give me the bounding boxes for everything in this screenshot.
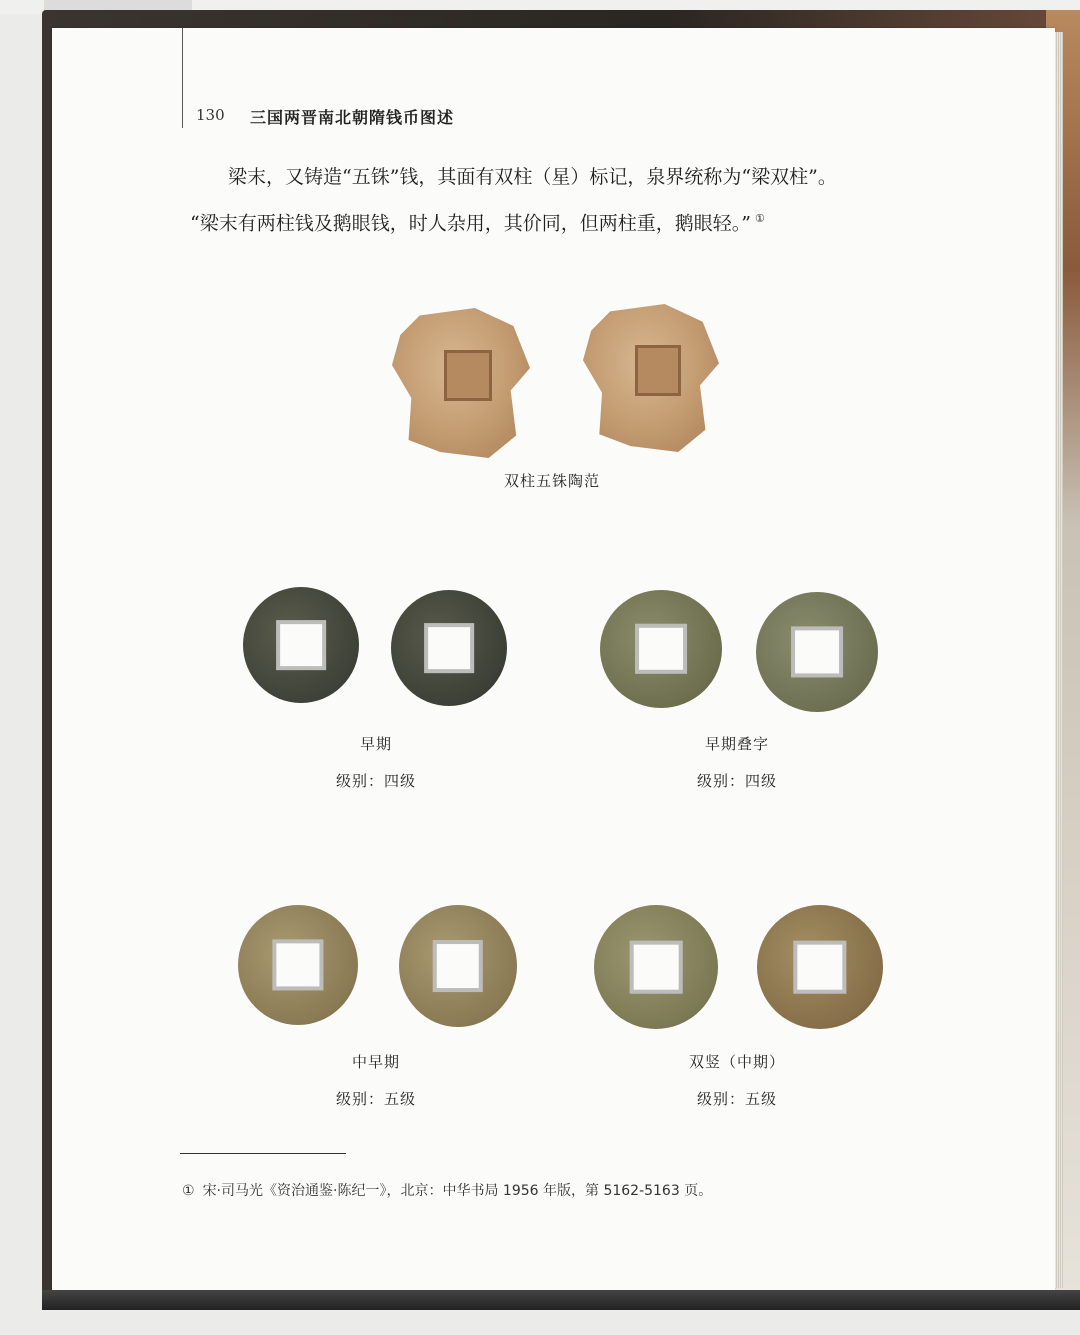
coin-image-early-overlap-obverse [600, 590, 722, 708]
coin-grade-mid-early: 级别：五级 [335, 1090, 416, 1108]
coin-image-mid-early-obverse [238, 905, 358, 1025]
page-stack-edge [1055, 32, 1063, 1288]
mold-caption: 双柱五铢陶范 [503, 472, 600, 490]
paragraph-2-text: “梁末有两柱钱及鹅眼钱，时人杂用，其价同，但两柱重，鹅眼轻。” [190, 212, 751, 235]
coin-image-early-reverse [391, 590, 507, 706]
footnote-reference: ① [754, 212, 765, 225]
coin-title-double-vertical: 双竖（中期） [688, 1053, 785, 1071]
margin-rule [182, 28, 183, 128]
footnote-text: 宋·司马光《资治通鉴·陈纪一》，北京：中华书局 1956 年版，第 5162-5163 页。 [202, 1183, 713, 1199]
clay-mold-image-left [392, 308, 530, 458]
coin-title-mid-early: 中早期 [351, 1053, 400, 1071]
coin-title-early: 早期 [359, 735, 392, 753]
coin-grade-early-overlap: 级别：四级 [696, 772, 777, 790]
footnote-marker: ① [182, 1183, 195, 1199]
coin-grade-early: 级别：四级 [335, 772, 416, 790]
coin-image-double-vertical-reverse [757, 905, 883, 1029]
footnote-rule [180, 1153, 346, 1154]
coin-title-early-overlap: 早期叠字 [704, 735, 769, 753]
book-bottom-shadow [42, 1290, 1080, 1310]
paragraph-2 [190, 198, 950, 244]
footnote [182, 1180, 712, 1200]
body-text [190, 156, 950, 244]
paragraph-1: 梁末，又铸造“五铢”钱，其面有双柱（星）标记，泉界统称为“梁双柱”。 [228, 166, 837, 188]
coin-image-early-overlap-reverse [756, 592, 878, 712]
coin-grade-double-vertical: 级别：五级 [696, 1090, 777, 1108]
coin-image-early-obverse [243, 587, 359, 703]
clay-mold-image-right [583, 304, 719, 452]
coin-image-mid-early-reverse [399, 905, 517, 1027]
page-number: 130 [196, 106, 225, 124]
running-title: 三国两晋南北朝隋钱币图述 [250, 108, 455, 127]
coin-image-double-vertical-obverse [594, 905, 718, 1029]
